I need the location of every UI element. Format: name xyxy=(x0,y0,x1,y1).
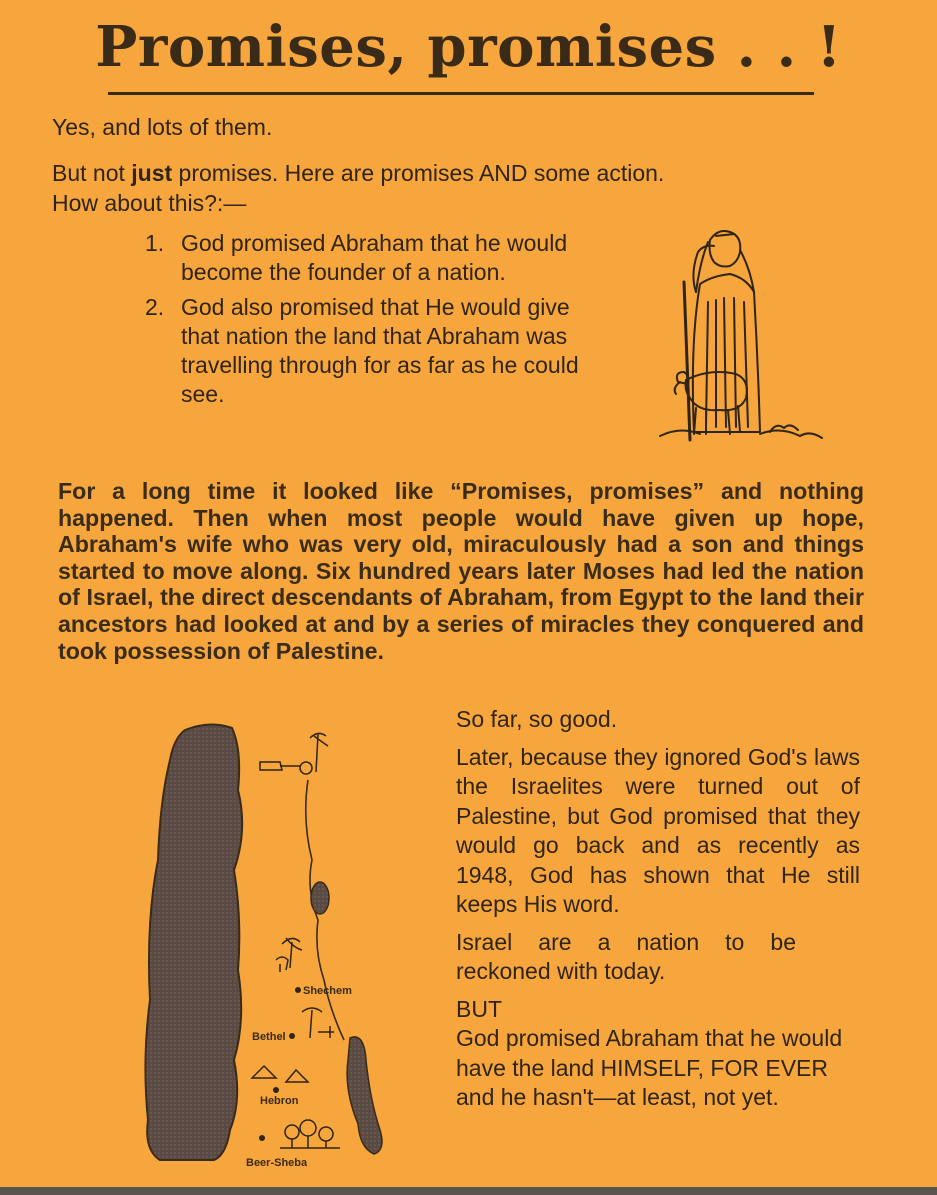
palm-tree-icon xyxy=(302,1008,334,1038)
bethel-label: Bethel xyxy=(252,1031,286,1043)
intro-block xyxy=(52,158,872,218)
hebron-label: Hebron xyxy=(260,1095,299,1107)
page-title: Promises, promises . . ! xyxy=(95,14,842,80)
list-item-text: God also promised that He would give that nation the land that Abraham was travelling through for as far as he could see. xyxy=(181,294,579,407)
abraham-illustration xyxy=(650,222,830,447)
but-text: BUT xyxy=(456,995,502,1022)
later-text: Later, because they ignored God's laws the Israelites were turned out of Palestine, but God promised that they would go back and as recently as 1948, God has shown that He still keeps His word. xyxy=(456,743,860,917)
hebron-dot xyxy=(273,1087,279,1093)
intro-line-3: How about this?:— xyxy=(52,190,247,216)
dead-sea xyxy=(347,1037,382,1154)
palm-tree-icon xyxy=(276,938,302,972)
shechem-dot xyxy=(295,987,301,993)
shechem-label: Shechem xyxy=(303,985,352,997)
intro-line-2-pre: But not xyxy=(52,160,132,186)
so-far-text: So far, so good. xyxy=(456,706,618,732)
map-illustration xyxy=(130,720,430,1175)
bethel-dot xyxy=(289,1033,295,1039)
list-item xyxy=(145,229,595,287)
right-column xyxy=(456,705,860,1113)
list-item-number: 2. xyxy=(145,294,165,320)
beersheba-dot xyxy=(259,1135,265,1141)
history-paragraph: For a long time it looked like “Promises, promises” and nothing happened. Then when most people would have given up hope, Abraham's wife who was very old, miraculously had a son and things started to move along. Six hundred years later Moses had led the nation of Israel, the direct descendants of Abraham, from Egypt to the land their ancestors had looked at and by a series of miracles they conquered and took possession of Palestine. xyxy=(58,478,864,664)
title-underline xyxy=(108,92,814,95)
tents-icon xyxy=(252,1066,308,1082)
intro-line-1: Yes, and lots of them. xyxy=(52,114,273,140)
scan-edge xyxy=(0,1187,937,1195)
cart-icon xyxy=(260,733,328,774)
list-item-text: God promised Abraham that he would become the founder of a nation. xyxy=(181,230,568,285)
nation-text: Israel are a nation to be reckoned with today. xyxy=(456,928,796,984)
intro-line-2-bold: just xyxy=(131,160,173,186)
intro-line-2-post: promises. Here are promises AND some action. xyxy=(172,160,665,186)
sea-shape xyxy=(145,724,242,1160)
sea-of-galilee xyxy=(311,882,329,914)
beersheba-label: Beer-Sheba xyxy=(246,1157,308,1169)
promise-list xyxy=(145,229,595,415)
ending-text: God promised Abraham that he would have the land HIMSELF, FOR EVER and he hasn't—at least, not yet. xyxy=(456,1025,843,1110)
list-item-number: 1. xyxy=(145,230,165,256)
trees-icon xyxy=(280,1120,340,1148)
list-item xyxy=(145,293,595,409)
